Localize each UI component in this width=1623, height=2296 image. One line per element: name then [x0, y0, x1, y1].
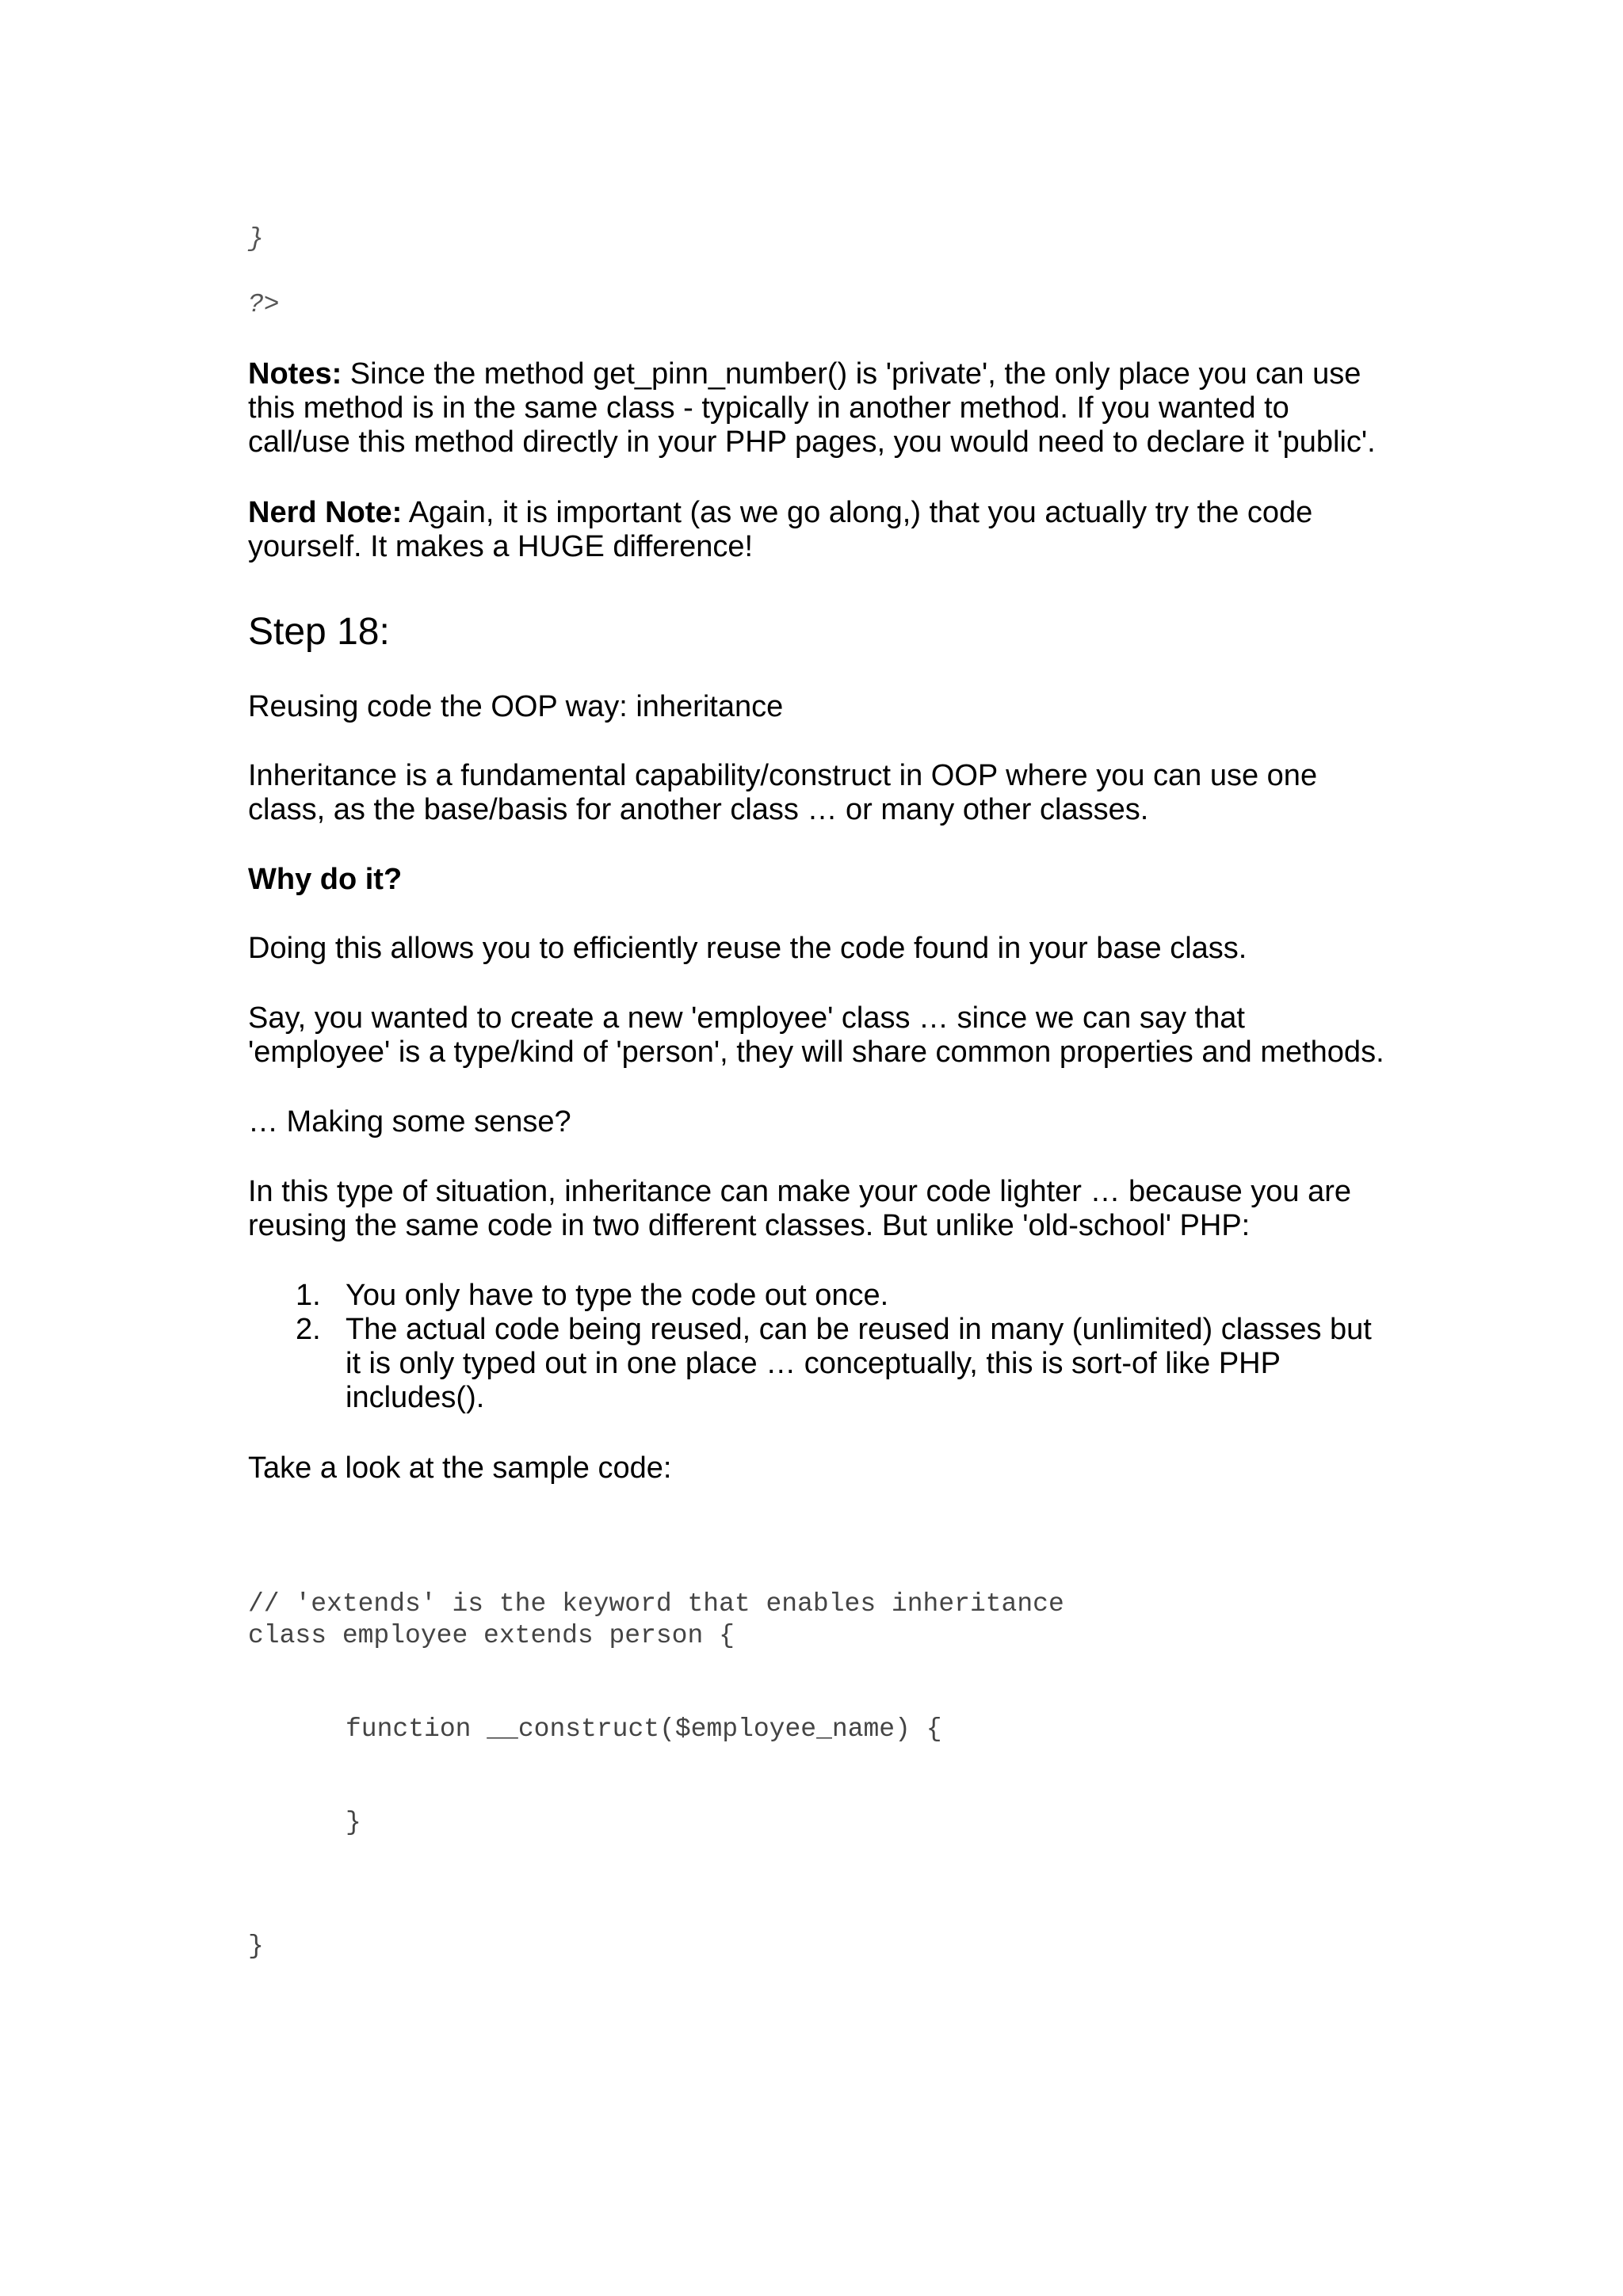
nerd-note-line-2: yourself. It makes a HUGE difference! [248, 530, 754, 563]
notes-line-3: call/use this method directly in your PHP pages, you would need to declare it 'public'. [248, 425, 1376, 459]
why-paragraph-4-line-1: In this type of situation, inheritance can make your code lighter … because you are [248, 1175, 1352, 1208]
why-paragraph-1: Doing this allows you to efficiently reuse the code found in your base class. [248, 932, 1247, 965]
list-item-number: 1. [296, 1279, 321, 1312]
nerd-note-line-1 [248, 496, 1312, 531]
inheritance-line-1: Inheritance is a fundamental capability/construct in OOP where you can use one [248, 759, 1318, 792]
nerd-note-text-1: Again, it is important (as we go along,) that you actually try the code [402, 496, 1313, 529]
code-class-declaration: class employee extends person { [248, 1621, 735, 1650]
code-php-close-tag: ?> [248, 290, 280, 319]
code-class-close: } [248, 1932, 264, 1961]
step-heading: Step 18: [248, 611, 390, 653]
why-heading: Why do it? [248, 863, 403, 896]
code-closing-brace: } [248, 224, 264, 254]
step-subtitle: Reusing code the OOP way: inheritance [248, 690, 784, 723]
notes-text-1: Since the method get_pinn_number() is 'private', the only place you can use [342, 357, 1361, 391]
nerd-note-label: Nerd Note: [248, 496, 403, 529]
why-paragraph-2-line-1: Say, you wanted to create a new 'employee' class … since we can say that [248, 1001, 1245, 1035]
code-function-close: } [346, 1808, 361, 1837]
list-item-number: 2. [296, 1313, 321, 1346]
why-paragraph-3: … Making some sense? [248, 1105, 571, 1138]
code-function-declaration: function __construct($employee_name) { [346, 1714, 942, 1744]
list-item-text: it is only typed out in one place … conceptually, this is sort-of like PHP [346, 1347, 1281, 1380]
sample-code-intro: Take a look at the sample code: [248, 1451, 672, 1485]
code-comment: // 'extends' is the keyword that enables inheritance [248, 1589, 1064, 1619]
why-paragraph-4-line-2: reusing the same code in two different classes. But unlike 'old-school' PHP: [248, 1209, 1251, 1242]
list-item-text: You only have to type the code out once. [346, 1279, 889, 1312]
list-item-text: includes(). [346, 1381, 485, 1414]
notes-label: Notes: [248, 357, 342, 391]
inheritance-line-2: class, as the base/basis for another class … or many other classes. [248, 793, 1149, 826]
list-item-text: The actual code being reused, can be reused in many (unlimited) classes but [346, 1313, 1372, 1346]
notes-line-2: this method is in the same class - typically in another method. If you wanted to [248, 391, 1289, 425]
notes-line-1 [248, 357, 1361, 392]
why-paragraph-2-line-2: 'employee' is a type/kind of 'person', they will share common properties and methods. [248, 1035, 1384, 1069]
